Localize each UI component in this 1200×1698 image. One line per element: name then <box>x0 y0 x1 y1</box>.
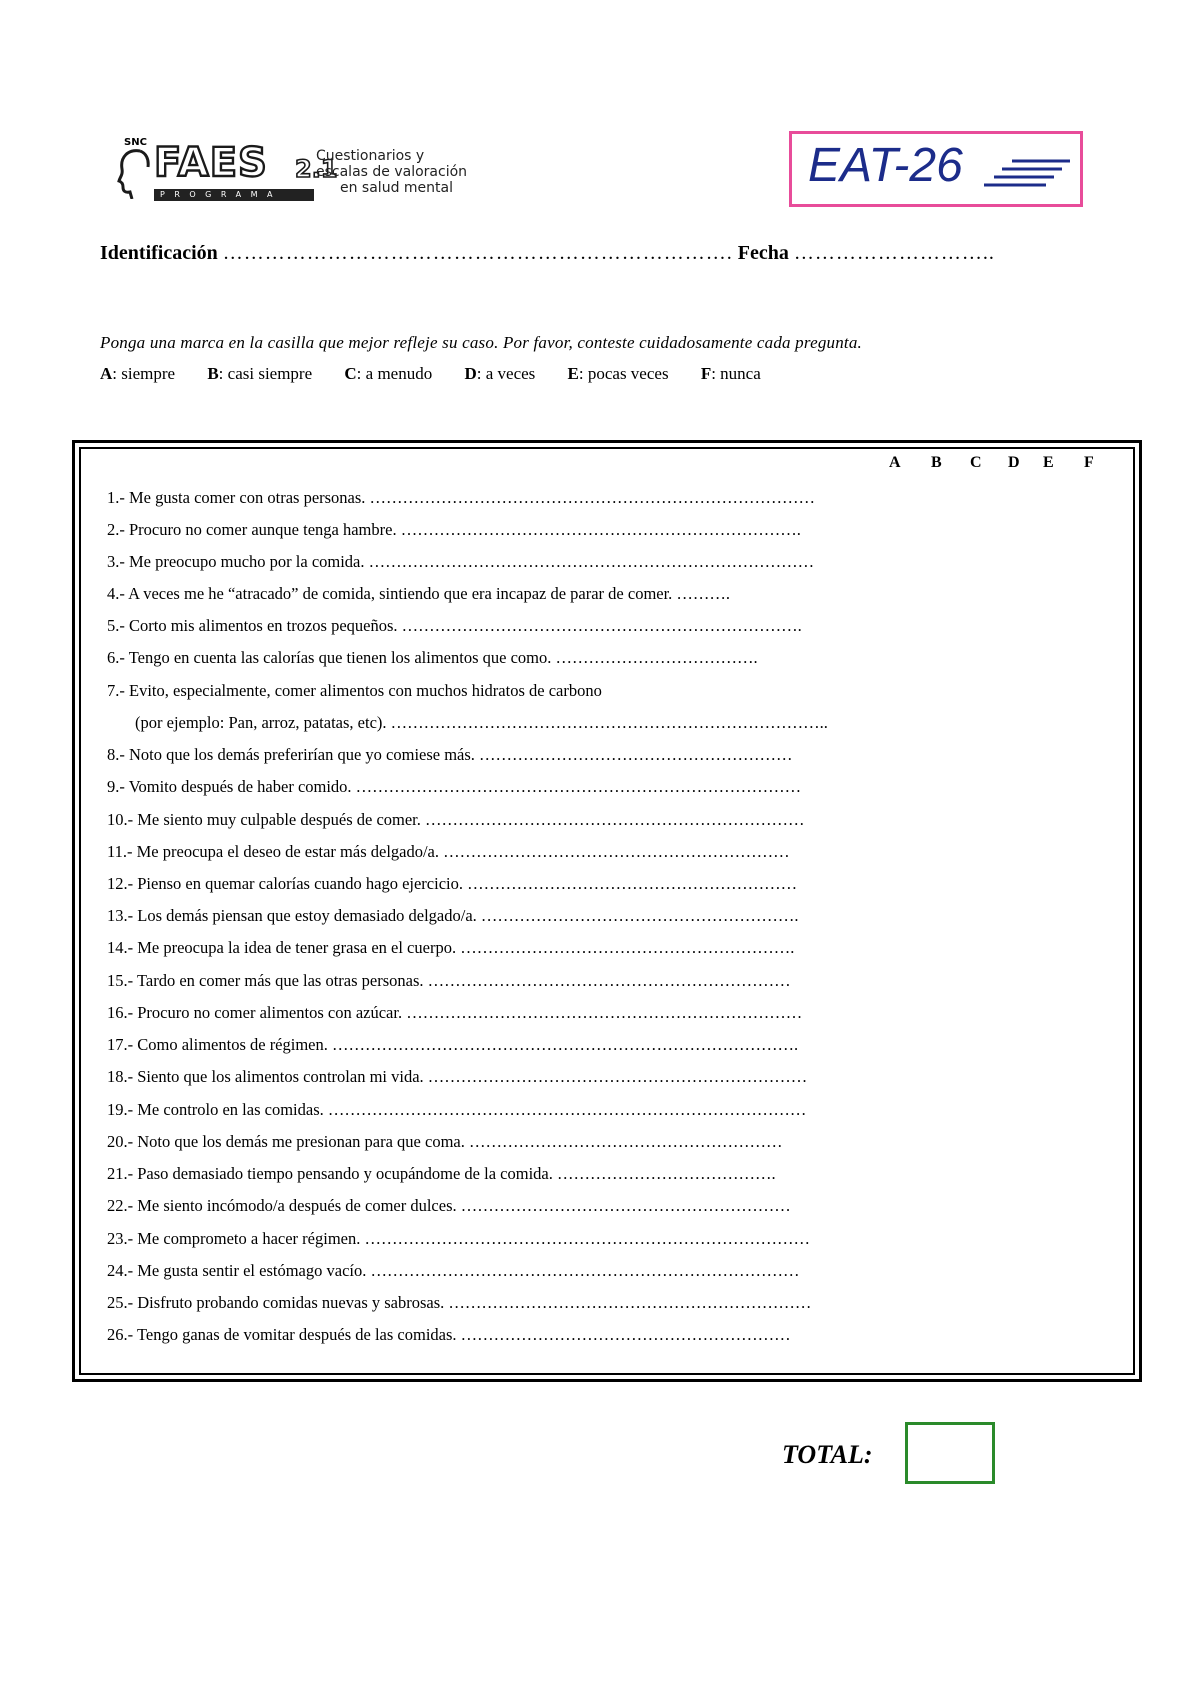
question-item: 11.- Me preocupa el deseo de estar más delgado/a. ……………………………………………………… <box>107 842 790 861</box>
question-item: 25.- Disfruto probando comidas nuevas y sabrosas. ………………………………………………………… <box>107 1293 812 1312</box>
question-item: 20.- Noto que los demás me presionan para que coma. ………………………………………………… <box>107 1132 783 1151</box>
logo-tagline-line: Cuestionarios y <box>316 148 425 164</box>
speed-lines-icon <box>982 158 1072 188</box>
legend-text: : a veces <box>476 364 536 383</box>
questionnaire-code-box <box>789 131 1083 207</box>
total-label: TOTAL: <box>782 1440 873 1469</box>
legend-key: B <box>207 364 219 383</box>
legend-key: D <box>464 364 477 383</box>
column-header: B <box>931 454 942 471</box>
legend-key: A <box>100 364 113 383</box>
column-header: A <box>889 454 901 471</box>
legend-item <box>701 364 761 383</box>
question-item: 12.- Pienso en quemar calorías cuando hago ejercicio. …………………………………………………… <box>107 874 798 893</box>
legend-text: : casi siempre <box>218 364 313 383</box>
date-label: Fecha <box>737 242 789 264</box>
question-item: 4.- A veces me he “atracado” de comida, sintiendo que era incapaz de parar de comer. ………. <box>107 584 731 603</box>
column-header: C <box>970 454 982 471</box>
column-header: D <box>1008 454 1020 471</box>
questionnaire-code: EAT-26 <box>808 139 963 192</box>
legend-key: E <box>567 364 579 383</box>
legend-key: C <box>344 364 357 383</box>
question-item: 16.- Procuro no comer alimentos con azúcar. ……………………………………………………………… <box>107 1003 803 1022</box>
question-item: 18.- Siento que los alimentos controlan mi vida. …………………………………………………………… <box>107 1067 808 1086</box>
question-item: 1.- Me gusta comer con otras personas. ……………………………………………………………………… <box>107 488 816 507</box>
legend-key: F <box>700 364 712 383</box>
question-item: 24.- Me gusta sentir el estómago vacío. …………………………………………………………………… <box>107 1261 800 1280</box>
legend-item <box>568 364 669 383</box>
question-item-continuation: (por ejemplo: Pan, arroz, patatas, etc). …………………………………………………………………….. <box>135 713 828 732</box>
question-item: 2.- Procuro no comer aunque tenga hambre. ………………………………………………………………. <box>107 520 801 539</box>
legend-item <box>344 364 432 383</box>
question-item: 15.- Tardo en comer más que las otras personas. ………………………………………………………… <box>107 971 791 990</box>
instructions: Ponga una marca en la casilla que mejor refleje su caso. Por favor, conteste cuidadosamente cada pregunta. <box>100 333 862 352</box>
logo-tagline-line: escalas de valoración <box>316 164 468 180</box>
identification-label: Identificación <box>100 242 218 264</box>
question-item: 10.- Me siento muy culpable después de comer. …………………………………………………………… <box>107 810 805 829</box>
legend-item <box>100 364 175 383</box>
date-field[interactable]: ……………………….. <box>793 242 995 264</box>
legend-text: : pocas veces <box>578 364 669 383</box>
identification-row <box>100 242 995 265</box>
questions-box-inner <box>79 447 1135 1375</box>
logo-tagline <box>316 148 467 196</box>
question-item: 21.- Paso demasiado tiempo pensando y ocupándome de la comida. …………………………………. <box>107 1164 776 1183</box>
faes-logo <box>112 137 492 211</box>
identification-field[interactable]: ………………………………………………………………. <box>222 242 733 264</box>
question-item: 5.- Corto mis alimentos en trozos pequeños. ………………………………………………………………. <box>107 616 802 635</box>
logo-word: FAES <box>154 140 268 186</box>
question-item: 17.- Como alimentos de régimen. …………………………………………………………………………. <box>107 1035 799 1054</box>
head-profile-icon <box>116 145 150 199</box>
legend-text: : a menudo <box>356 364 433 383</box>
question-item: 3.- Me preocupo mucho por la comida. ……………………………………………………………………… <box>107 552 815 571</box>
question-item: 7.- Evito, especialmente, comer alimentos con muchos hidratos de carbono <box>107 681 602 700</box>
question-item: 26.- Tengo ganas de vomitar después de las comidas. …………………………………………………… <box>107 1325 791 1344</box>
question-item: 13.- Los demás piensan que estoy demasiado delgado/a. …………………………………………………. <box>107 906 799 925</box>
legend-text: : nunca <box>711 364 761 383</box>
logo-tagline-line: en salud mental <box>340 180 453 196</box>
legend-text: : siempre <box>112 364 176 383</box>
legend-item <box>207 364 312 383</box>
question-item: 19.- Me controlo en las comidas. …………………………………………………………………………… <box>107 1100 807 1119</box>
logo-subtitle: PROGRAMA <box>154 189 314 201</box>
question-item: 22.- Me siento incómodo/a después de comer dulces. …………………………………………………… <box>107 1196 791 1215</box>
question-item: 8.- Noto que los demás preferirían que yo comiese más. ………………………………………………… <box>107 745 793 764</box>
question-item: 14.- Me preocupa la idea de tener grasa en el cuerpo. ……………………………………………………. <box>107 938 795 957</box>
logo-version: 2.1 <box>295 155 338 183</box>
logo-badge: SNC <box>124 137 147 148</box>
question-item: 9.- Vomito después de haber comido. ……………………………………………………………………… <box>107 777 802 796</box>
answer-legend <box>100 364 789 384</box>
total-field[interactable] <box>905 1422 995 1484</box>
column-header: F <box>1084 454 1094 471</box>
column-header: E <box>1043 454 1054 471</box>
legend-item <box>464 364 535 383</box>
question-item: 6.- Tengo en cuenta las calorías que tienen los alimentos que como. ………………………………. <box>107 648 758 667</box>
question-item: 23.- Me comprometo a hacer régimen. ……………………………………………………………………… <box>107 1229 810 1248</box>
questions-box <box>72 440 1142 1382</box>
